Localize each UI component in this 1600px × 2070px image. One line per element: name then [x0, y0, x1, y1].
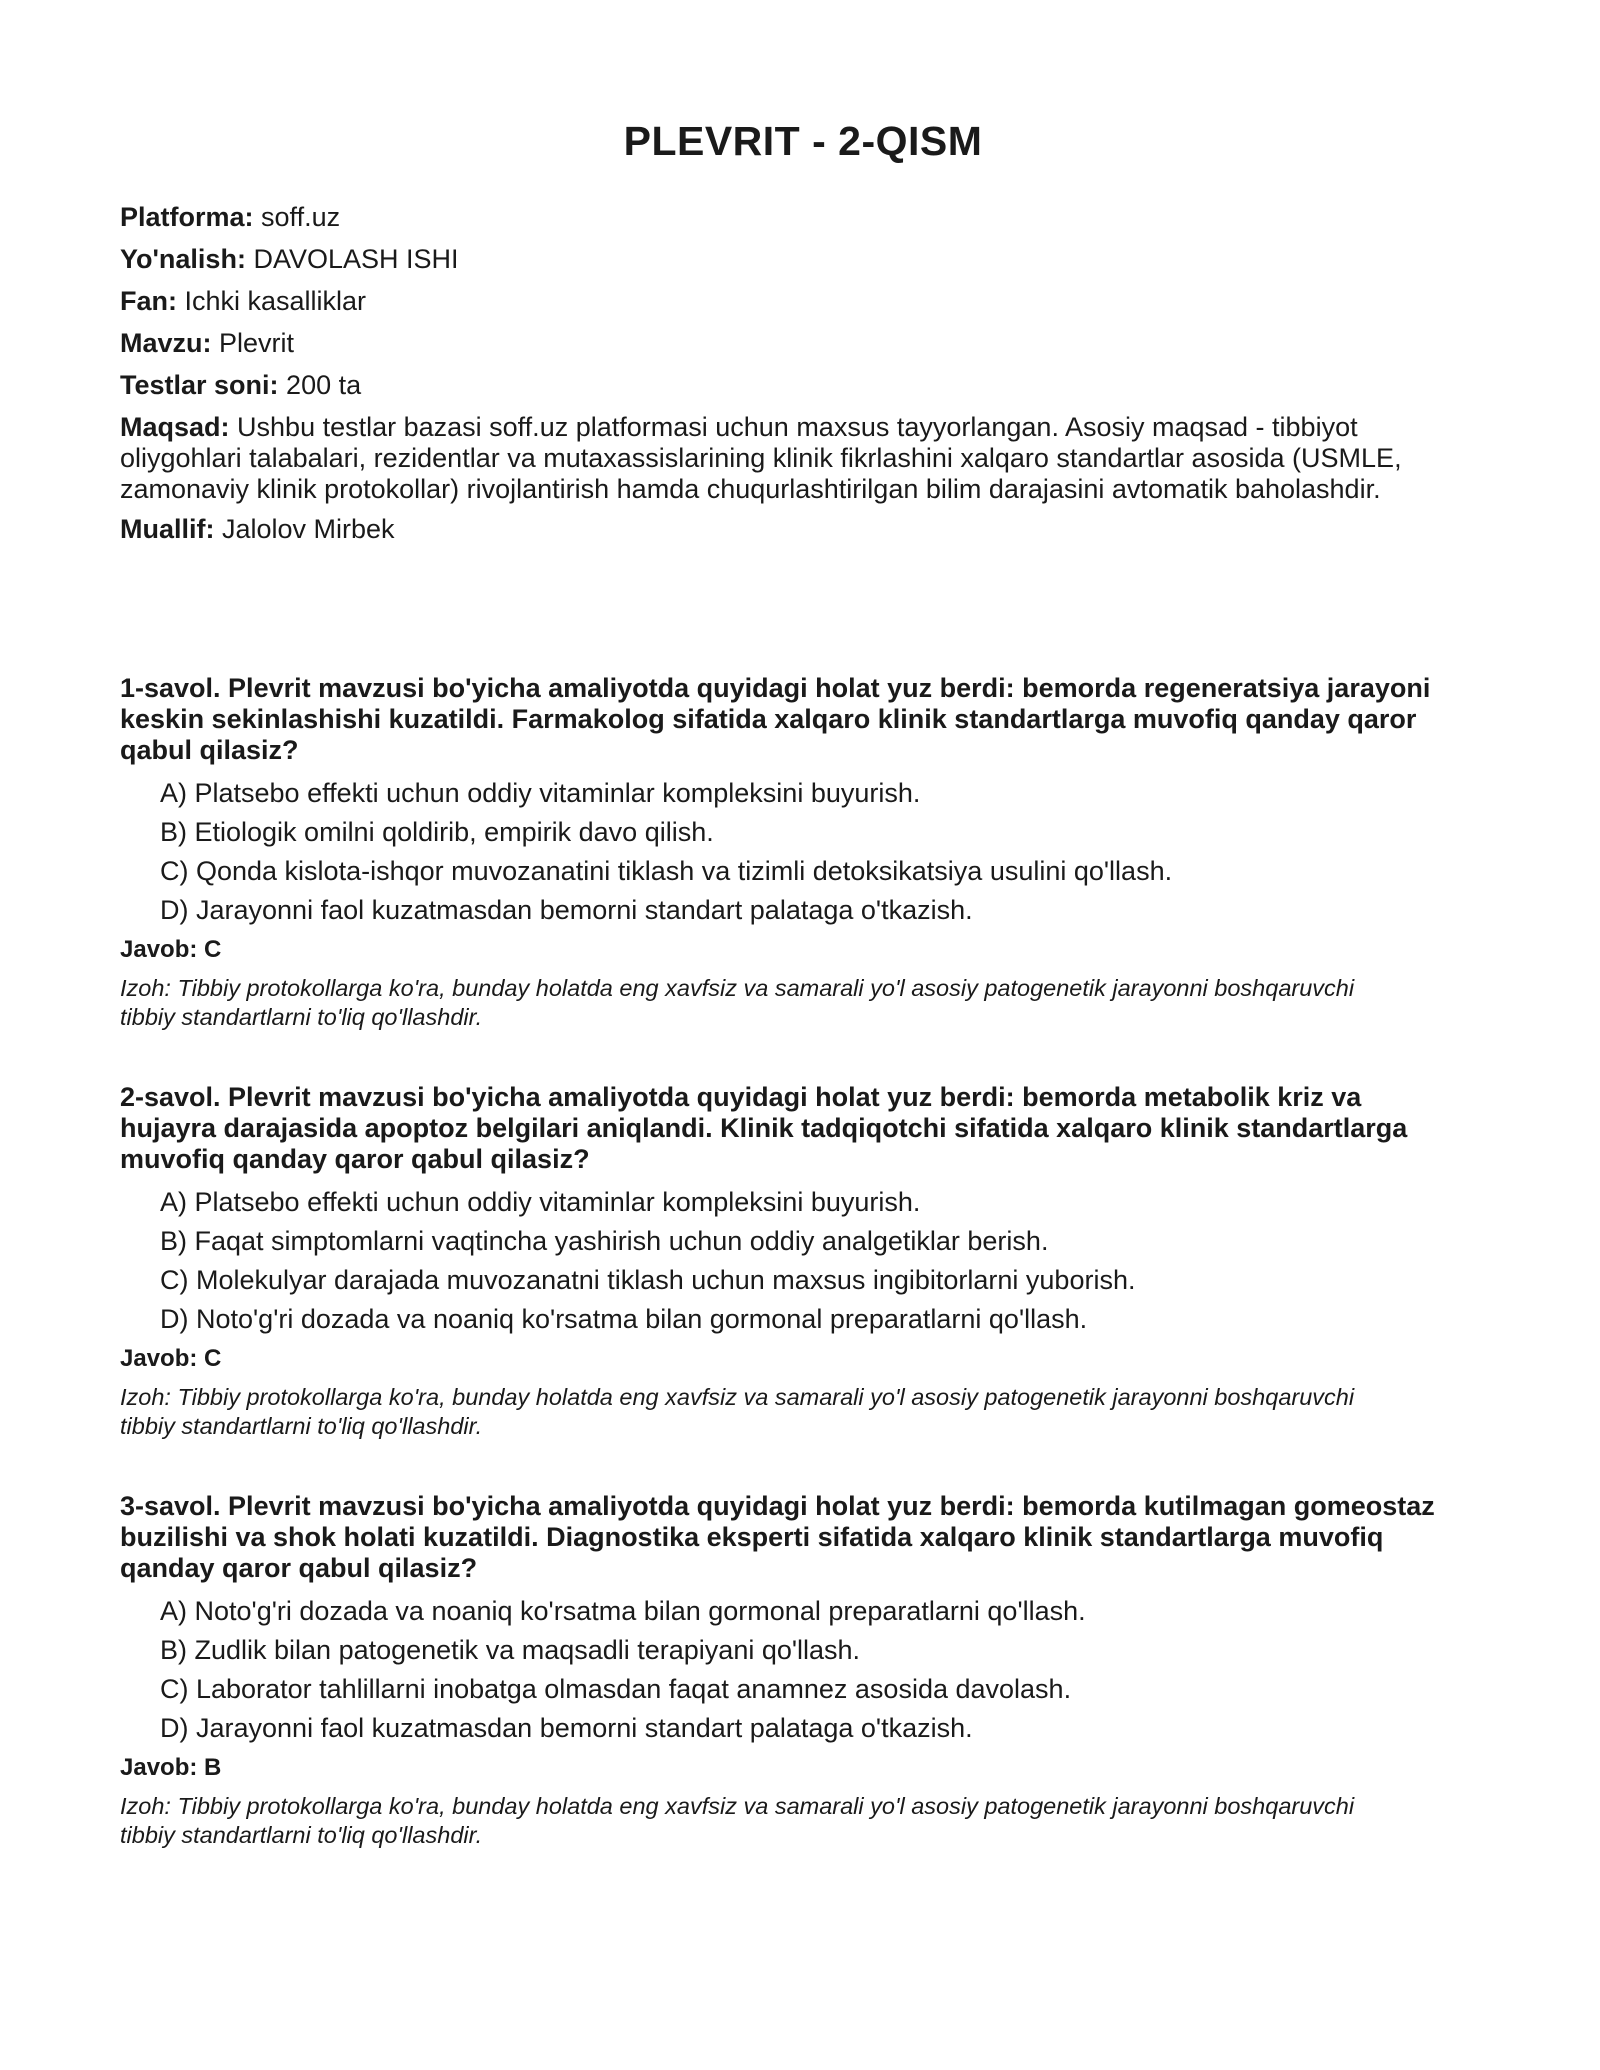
answer-label: Javob: B	[120, 1754, 222, 1781]
question-item	[120, 1491, 1460, 1900]
option-a: A) Platsebo effekti uchun oddiy vitaminlar kompleksini buyurish.	[160, 1187, 921, 1217]
metadata-block	[120, 202, 1460, 556]
question-text: 1-savol. Plevrit mavzusi bo'yicha amaliyotda quyidagi holat yuz berdi: bemorda regeneratsiya jarayoni keskin sekinlashishi kuzatildi. Farmakolog sifatida xalqaro klinik standartlarga muvofiq qanday qaror qabul qilasiz?	[120, 673, 1431, 765]
explanation-text: Izoh: Tibbiy protokollarga ko'ra, bunday holatda eng xavfsiz va samarali yo'l asosiy patogenetik jarayonni boshqaruvchi tibbiy standartlarni to'liq qo'llashdir.	[120, 975, 1355, 1030]
meta-key: Platforma:	[120, 202, 254, 232]
meta-key: Fan:	[120, 286, 177, 316]
meta-key: Testlar soni:	[120, 370, 279, 400]
meta-test-count	[120, 370, 1460, 401]
option-c: C) Laborator tahlillarni inobatga olmasdan faqat anamnez asosida davolash.	[160, 1674, 1072, 1704]
meta-value: Ichki kasalliklar	[177, 286, 367, 316]
meta-value: 200 ta	[278, 370, 362, 400]
meta-author	[120, 514, 1460, 545]
option-d: D) Jarayonni faol kuzatmasdan bemorni standart palataga o'tkazish.	[160, 895, 973, 925]
option-list	[120, 1187, 1460, 1335]
option-d: D) Jarayonni faol kuzatmasdan bemorni standart palataga o'tkazish.	[160, 1713, 973, 1743]
question-item	[120, 673, 1460, 1082]
option-a: A) Platsebo effekti uchun oddiy vitaminlar kompleksini buyurish.	[160, 778, 921, 808]
question-list	[120, 673, 1460, 1900]
meta-value: Jalolov Mirbek	[214, 514, 395, 544]
question-text: 3-savol. Plevrit mavzusi bo'yicha amaliyotda quyidagi holat yuz berdi: bemorda kutilmagan gomeostaz buzilishi va shok holati kuzatildi. Diagnostika eksperti sifatida xalqaro klinik standartlarga muvofiq qanday qaror qabul qilasiz?	[120, 1491, 1435, 1583]
meta-value: DAVOLASH ISHI	[245, 244, 459, 274]
document-title: PLEVRIT - 2-QISM	[623, 118, 983, 164]
meta-key: Muallif:	[120, 514, 215, 544]
option-c: C) Molekulyar darajada muvozanatni tiklash uchun maxsus ingibitorlarni yuborish.	[160, 1265, 1136, 1295]
meta-key: Yo'nalish:	[120, 244, 246, 274]
question-text: 2-savol. Plevrit mavzusi bo'yicha amaliyotda quyidagi holat yuz berdi: bemorda metabolik kriz va hujayra darajasida apoptoz belgilari aniqlandi. Klinik tadqiqotchi sifatida xalqaro klinik standartlarga muvofiq qanday qaror qabul qilasiz?	[120, 1082, 1408, 1174]
meta-value: Ushbu testlar bazasi soff.uz platformasi uchun maxsus tayyorlangan. Asosiy maqsad - tibbiyot oliygohlari talabalari, rezidentlar va mutaxassislarining klinik fikrlashini xalqaro standartlar asosida (USMLE, zamonaviy klinik protokollar) rivojlantirish hamda chuqurlashtirilgan bilim darajasini avtomatik baholashdir.	[120, 412, 1402, 504]
meta-value: Plevrit	[211, 328, 295, 358]
option-list	[120, 1596, 1460, 1744]
option-b: B) Zudlik bilan patogenetik va maqsadli terapiyani qo'llash.	[160, 1635, 861, 1665]
meta-key: Maqsad:	[120, 412, 230, 442]
meta-value: soff.uz	[253, 202, 341, 232]
answer-label: Javob: C	[120, 936, 222, 963]
option-b: B) Faqat simptomlarni vaqtincha yashirish uchun oddiy analgetiklar berish.	[160, 1226, 1049, 1256]
meta-key: Mavzu:	[120, 328, 212, 358]
option-d: D) Noto'g'ri dozada va noaniq ko'rsatma bilan gormonal preparatlarni qo'llash.	[160, 1304, 1088, 1334]
option-c: C) Qonda kislota-ishqor muvozanatini tiklash va tizimli detoksikatsiya usulini qo'llash.	[160, 856, 1173, 886]
meta-purpose	[120, 412, 1460, 505]
explanation-text: Izoh: Tibbiy protokollarga ko'ra, bunday holatda eng xavfsiz va samarali yo'l asosiy patogenetik jarayonni boshqaruvchi tibbiy standartlarni to'liq qo'llashdir.	[120, 1384, 1355, 1439]
meta-topic	[120, 328, 1460, 359]
option-list	[120, 778, 1460, 926]
meta-direction	[120, 244, 1460, 275]
meta-platform	[120, 202, 1460, 233]
option-b: B) Etiologik omilni qoldirib, empirik davo qilish.	[160, 817, 714, 847]
option-a: A) Noto'g'ri dozada va noaniq ko'rsatma bilan gormonal preparatlarni qo'llash.	[160, 1596, 1086, 1626]
meta-subject	[120, 286, 1460, 317]
answer-label: Javob: C	[120, 1345, 222, 1372]
explanation-text: Izoh: Tibbiy protokollarga ko'ra, bunday holatda eng xavfsiz va samarali yo'l asosiy patogenetik jarayonni boshqaruvchi tibbiy standartlarni to'liq qo'llashdir.	[120, 1793, 1355, 1848]
question-item	[120, 1082, 1460, 1491]
